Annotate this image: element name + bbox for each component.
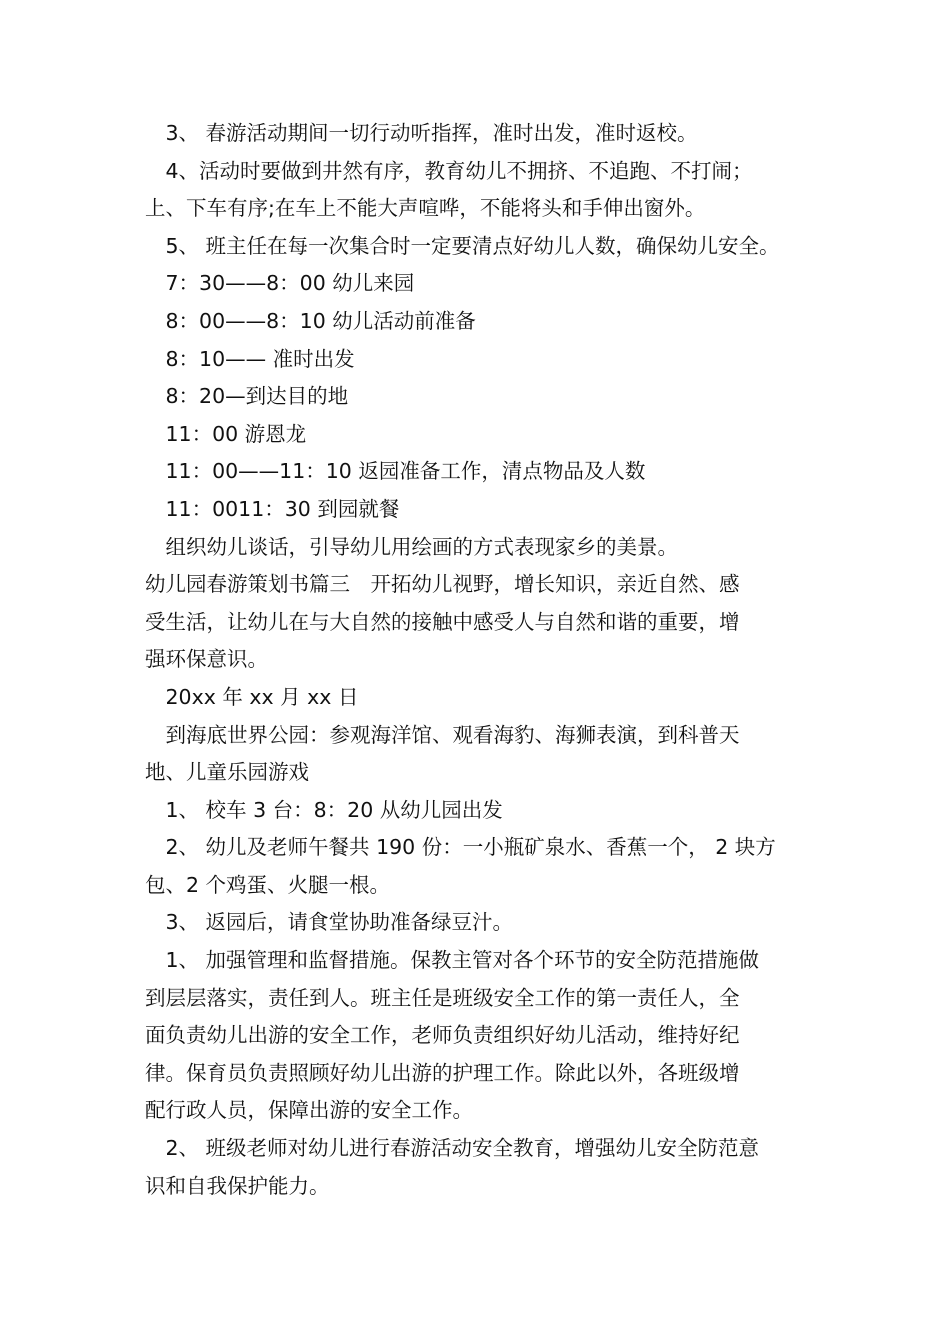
- text-line: 5、 班主任在每一次集合时一定要清点好幼儿人数，确保幼儿安全。: [145, 233, 780, 258]
- text-line: 幼儿园春游策划书篇三 开拓幼儿视野，增长知识，亲近自然、感: [145, 572, 740, 597]
- text-line: 包、2 个鸡蛋、火腿一根。: [145, 872, 391, 897]
- text-line: 1、 加强管理和监督措施。保教主管对各个环节的安全防范措施做: [145, 948, 760, 973]
- text-line: 11：00——11：10 返园准备工作，清点物品及人数: [145, 459, 646, 484]
- text-line: 组织幼儿谈话，引导幼儿用绘画的方式表现家乡的美景。: [145, 534, 678, 559]
- document-body: [145, 115, 815, 1205]
- text-line: 2、 幼儿及老师午餐共 190 份：一小瓶矿泉水、香蕉一个， 2 块方: [145, 835, 776, 860]
- text-line: 面负责幼儿出游的安全工作，老师负责组织好幼儿活动，维持好纪: [145, 1023, 740, 1048]
- text-line: 上、下车有序;在车上不能大声喧哗，不能将头和手伸出窗外。: [145, 196, 706, 221]
- text-line: 7：30——8：00 幼儿来园: [145, 271, 415, 296]
- text-line: 律。保育员负责照顾好幼儿出游的护理工作。除此以外，各班级增: [145, 1060, 740, 1085]
- text-line: 8：20—到达目的地: [145, 384, 349, 409]
- text-line: 识和自我保护能力。: [145, 1173, 330, 1198]
- text-line: 配行政人员，保障出游的安全工作。: [145, 1098, 473, 1123]
- text-line: 受生活，让幼儿在与大自然的接触中感受人与自然和谐的重要，增: [145, 609, 740, 634]
- text-line: 11：00 游恩龙: [145, 421, 307, 446]
- text-line: 8：00——8：10 幼儿活动前准备: [145, 308, 476, 333]
- text-line: 2、 班级老师对幼儿进行春游活动安全教育，增强幼儿安全防范意: [145, 1136, 760, 1161]
- text-line: 8：10—— 准时出发: [145, 346, 355, 371]
- text-line: 20xx 年 xx 月 xx 日: [145, 684, 359, 709]
- text-line: 到海底世界公园：参观海洋馆、观看海豹、海狮表演，到科普天: [145, 722, 740, 747]
- text-line: 地、儿童乐园游戏: [145, 760, 309, 785]
- text-line: 3、 春游活动期间一切行动听指挥，准时出发，准时返校。: [145, 121, 698, 145]
- text-line: 强环保意识。: [145, 647, 268, 672]
- text-line: 3、 返园后，请食堂协助准备绿豆汁。: [145, 910, 514, 935]
- text-line: 1、 校车 3 台：8：20 从幼儿园出发: [145, 797, 503, 822]
- text-line: 11：0011：30 到园就餐: [145, 496, 400, 521]
- text-line: 到层层落实，责任到人。班主任是班级安全工作的第一责任人，全: [145, 985, 740, 1010]
- text-line: 4、活动时要做到井然有序，教育幼儿不拥挤、不追跑、不打闹；: [145, 158, 753, 183]
